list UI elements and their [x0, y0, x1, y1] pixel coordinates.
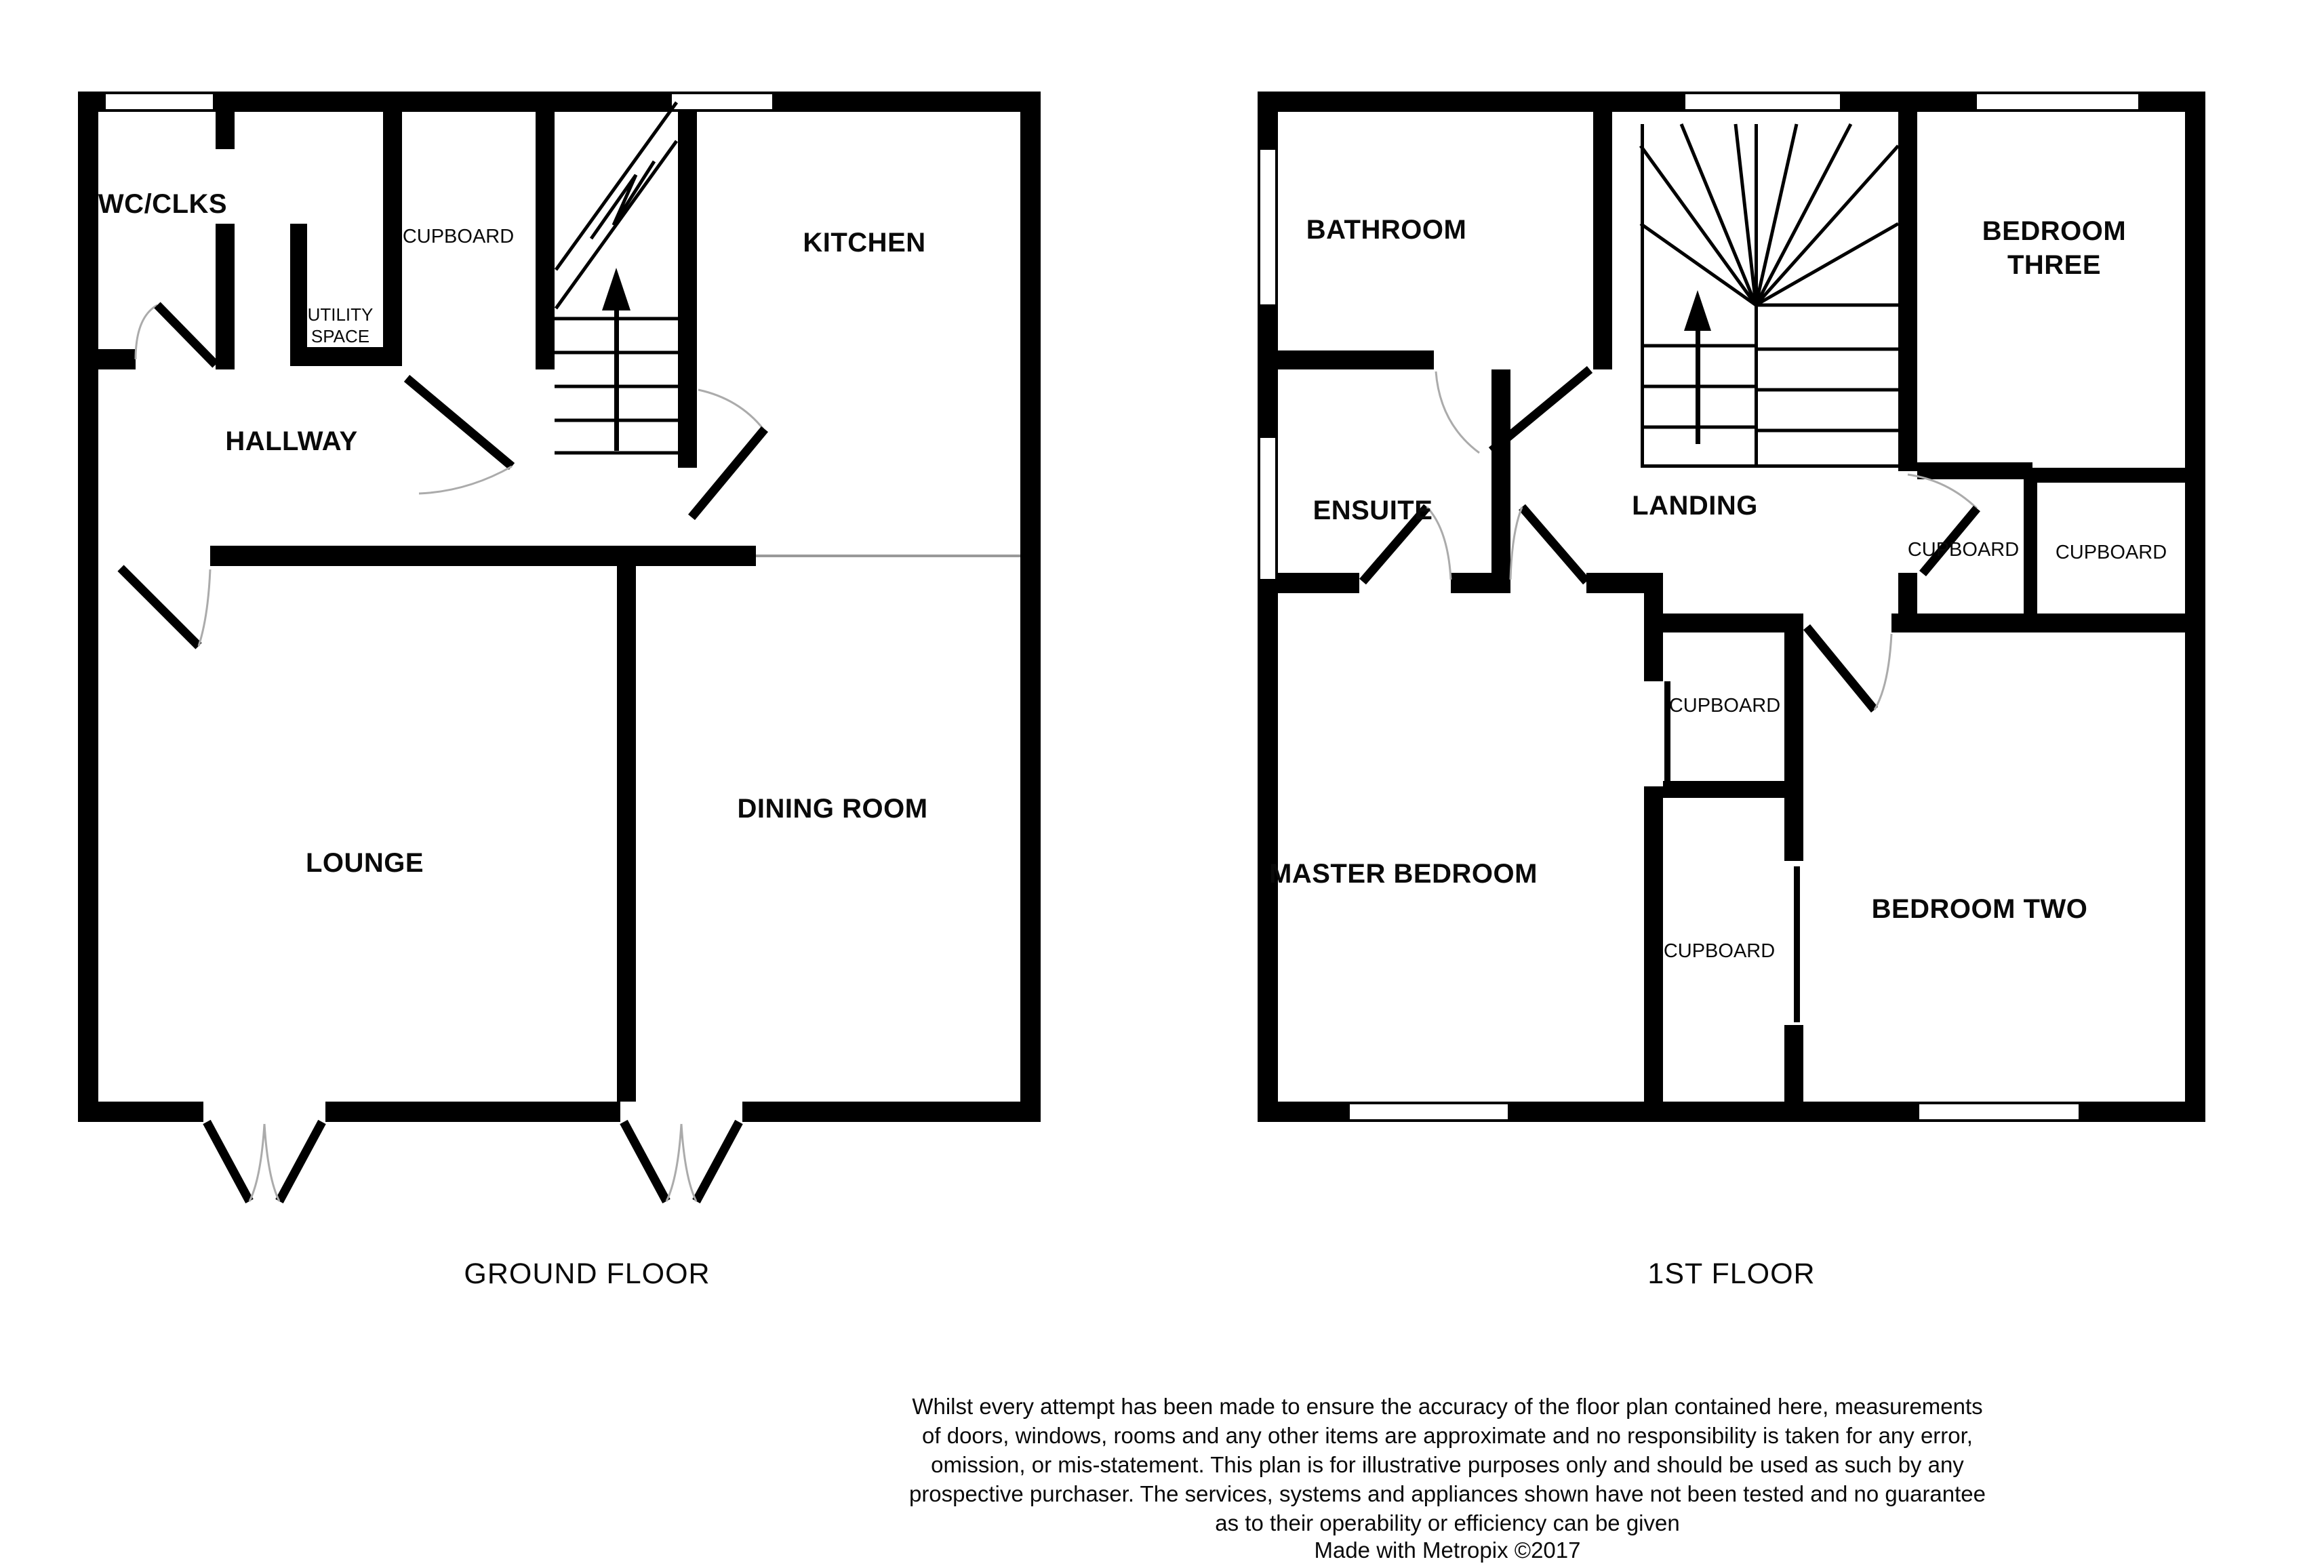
window-cap — [772, 92, 776, 112]
disclaimer-line: Whilst every attempt has been made to ensure the accuracy of the floor plan contained here, measurements — [912, 1394, 1983, 1419]
window-cap — [213, 92, 217, 112]
door-arc — [419, 466, 512, 494]
window-line — [1915, 1102, 2083, 1104]
door-arc — [136, 305, 157, 359]
window — [102, 92, 217, 112]
outer-wall-right — [2185, 92, 2205, 1122]
staircase — [1641, 124, 1898, 468]
door — [1436, 369, 1590, 453]
door-opening — [203, 1102, 325, 1122]
door-arc — [249, 1124, 264, 1201]
window-line — [668, 109, 776, 112]
cupboard-door-straight-leaf — [1794, 866, 1800, 1022]
stair-break-line — [556, 102, 677, 270]
outer-wall-left — [78, 92, 98, 1122]
wall-bathroom-bottom — [1278, 350, 1434, 369]
wall-cupboard-left — [383, 112, 402, 366]
open-plan-divider-line — [756, 555, 1020, 557]
staircase — [555, 102, 678, 453]
first-floor-plan — [1258, 92, 2205, 1290]
wall-cupboard-pair-top-left — [1917, 462, 2032, 479]
door-leaf — [279, 1122, 322, 1201]
ground-floor-plan — [78, 92, 1041, 1290]
room-label-bedroom3-line1: BEDROOM — [1982, 216, 2127, 246]
window-glass — [1258, 434, 1278, 583]
floor-caption-ground: GROUND FLOOR — [464, 1258, 710, 1290]
room-label-wc: WC/CLKS — [98, 189, 228, 219]
up-arrow-icon — [602, 268, 630, 310]
door-arc — [264, 1124, 279, 1201]
room-label-cupboard-mid-lower: CUPBOARD — [1663, 940, 1776, 962]
window-cap — [1258, 304, 1278, 308]
wall-stairs-right — [678, 112, 697, 468]
metropix-credit: Made with Metropix ©2017 — [1314, 1537, 1581, 1563]
door-leaf — [624, 1122, 666, 1201]
wall-ensuite-bottom — [1278, 573, 1359, 593]
window-cap — [102, 92, 106, 112]
window — [1973, 92, 2142, 112]
window-line — [102, 92, 217, 94]
window-line — [1973, 109, 2142, 112]
window-glass — [1681, 92, 1844, 112]
door — [1510, 507, 1586, 582]
door-leaf — [1522, 507, 1586, 582]
door-arc — [1436, 371, 1479, 453]
french-doors — [203, 1102, 325, 1201]
window-line — [1258, 434, 1260, 583]
window-cap — [1258, 579, 1278, 583]
door — [121, 568, 210, 646]
outer-wall-right — [1020, 92, 1041, 1122]
door-leaf — [696, 1122, 739, 1201]
wall-cupboard-pair-divider — [2024, 468, 2037, 632]
window-glass — [1346, 1102, 1512, 1122]
window-cap — [2079, 1102, 2083, 1122]
wall-bedroom3-left — [1898, 112, 1917, 471]
wall-ensuite-right — [1491, 369, 1510, 593]
disclaimer-line: of doors, windows, rooms and any other items are approximate and no responsibility is taken for any error, — [922, 1423, 1973, 1448]
window — [1346, 1102, 1512, 1122]
window-cap — [1915, 1102, 1919, 1122]
room-label-dining: DINING ROOM — [737, 794, 928, 824]
wall-cupboard-pair-top-right — [2032, 468, 2185, 483]
window-glass — [1258, 146, 1278, 308]
window-line — [1275, 434, 1278, 583]
wall-mid-cupboard-right-lower — [1784, 1025, 1803, 1102]
outer-wall-top — [78, 92, 1041, 112]
window-line — [102, 109, 217, 112]
window — [1258, 146, 1278, 308]
window-line — [1346, 1119, 1512, 1122]
wall-mid-cupboard-right-upper — [1784, 614, 1803, 861]
window-glass — [102, 92, 217, 112]
wall-wc-right-lower — [216, 224, 235, 369]
wall-landing-bottom-left — [1644, 614, 1803, 632]
wall-landing-south-stub — [1451, 573, 1491, 593]
door-leaf — [121, 568, 199, 646]
disclaimer-line: prospective purchaser. The services, systems and appliances shown have not been tested and no guarantee — [908, 1481, 1986, 1506]
room-label-kitchen: KITCHEN — [803, 228, 926, 258]
door-leaf — [157, 305, 216, 365]
wall-bathroom-right — [1593, 112, 1612, 369]
window-cap — [1973, 92, 1977, 112]
stair-winder — [1756, 124, 1797, 305]
door-arc — [666, 1124, 681, 1201]
window-line — [1275, 146, 1278, 308]
room-label-lounge: LOUNGE — [305, 848, 424, 878]
window-cap — [1840, 92, 1844, 112]
room-label-bathroom: BATHROOM — [1306, 215, 1467, 245]
window-cap — [1258, 146, 1278, 150]
wall-mid-cupboard-left-upper — [1644, 593, 1663, 681]
up-arrow-shaft — [1696, 322, 1700, 444]
stair-winder — [1641, 146, 1756, 305]
window-cap — [1346, 1102, 1350, 1122]
stair-well-edge — [1641, 464, 1898, 468]
door-leaf — [1807, 627, 1875, 710]
room-label-cupboard: CUPBOARD — [402, 226, 515, 247]
door-leaf — [692, 429, 765, 517]
window — [1681, 92, 1844, 112]
wall-hallway-south — [210, 546, 756, 566]
footer-disclaimer — [909, 1394, 1986, 1563]
room-label-cupboard-mid-upper: CUPBOARD — [1668, 695, 1781, 717]
window-cap — [1681, 92, 1685, 112]
window — [1915, 1102, 2083, 1122]
wall-mid-cupboard-left-lower — [1644, 786, 1663, 1102]
door-leaf — [207, 1122, 249, 1201]
french-doors — [620, 1102, 742, 1201]
up-arrow-icon — [1684, 290, 1711, 331]
door-opening — [620, 1102, 742, 1122]
disclaimer-line: omission, or mis-statement. This plan is for illustrative purposes only and should be used as such by any — [931, 1452, 1964, 1477]
window-line — [1681, 109, 1844, 112]
up-arrow-shaft — [614, 302, 619, 451]
wall-mid-cupboard-divider — [1663, 781, 1803, 798]
window — [668, 92, 776, 112]
window-cap — [2138, 92, 2142, 112]
window-line — [1973, 92, 2142, 94]
stair-well-edge — [1641, 124, 1644, 468]
window-line — [1681, 92, 1844, 94]
room-label-utility-line1: UTILITY — [307, 304, 374, 325]
door-arc — [698, 390, 763, 429]
wall-utility-left — [290, 224, 307, 353]
wall-wc-bottom-stub — [98, 349, 136, 369]
door-arc — [681, 1124, 696, 1201]
room-label-hallway: HALLWAY — [225, 426, 358, 456]
window-glass — [1973, 92, 2142, 112]
wall-wc-right-upper — [216, 112, 235, 149]
door — [407, 378, 512, 494]
wall-master-top — [1586, 573, 1663, 593]
wall-lounge-dining-divider — [617, 546, 636, 1102]
door — [692, 390, 765, 517]
room-label-master: MASTER BEDROOM — [1269, 859, 1538, 889]
door — [136, 305, 216, 365]
room-label-ensuite: ENSUITE — [1313, 496, 1433, 525]
room-label-utility-line2: SPACE — [310, 326, 370, 346]
window — [1258, 434, 1278, 583]
window-line — [668, 92, 776, 94]
door-arc — [199, 569, 210, 646]
wall-bedroom2-top — [1891, 614, 2185, 632]
door-arc — [1510, 507, 1522, 580]
door-arc — [1908, 475, 1977, 508]
room-label-bedroom3-line2: THREE — [2007, 250, 2102, 280]
room-label-cupboard-pair-left: CUPBOARD — [1907, 539, 2020, 561]
window-glass — [1915, 1102, 2083, 1122]
window-line — [1258, 146, 1260, 308]
disclaimer-line: as to their operability or efficiency can be given — [1215, 1510, 1680, 1535]
room-label-bedroom2: BEDROOM TWO — [1871, 894, 2088, 924]
window-cap — [1508, 1102, 1512, 1122]
window-line — [1915, 1119, 2083, 1122]
window-cap — [1258, 434, 1278, 438]
wall-stairs-left — [536, 112, 555, 369]
floor-caption-first: 1ST FLOOR — [1647, 1258, 1816, 1290]
door — [1807, 627, 1891, 710]
door-arc — [1875, 634, 1891, 710]
room-label-landing: LANDING — [1632, 491, 1758, 521]
door-leaf — [407, 378, 512, 466]
window-glass — [668, 92, 776, 112]
room-label-cupboard-pair-right: CUPBOARD — [2055, 542, 2167, 563]
stair-break-zigzag — [591, 161, 654, 239]
window-line — [1346, 1102, 1512, 1104]
